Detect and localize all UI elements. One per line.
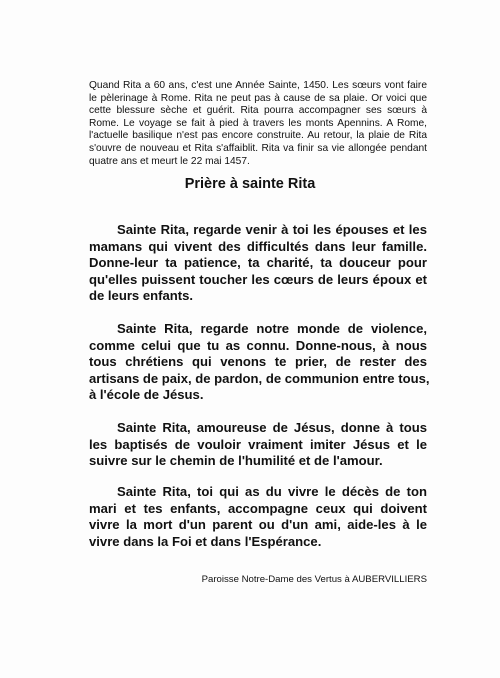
prayer-paragraph-3 [89,420,427,470]
prayer-paragraph-1 [89,222,427,305]
prayer-line: artisans de paix, de pardon, de communion entre tous, [89,370,430,386]
prayer-line: à l'école de Jésus. [89,387,204,403]
prayer-title: Prière à sainte Rita [184,176,316,192]
prayer-line: Donne-leur ta patience, ta charité, ta douceur pour [89,255,427,271]
prayer-line: suivre sur le chemin de l'humilité et de l'amour. [89,453,383,469]
prayer-line: de leurs enfants. [89,288,194,304]
prayer-line: tous chrétiens qui venons te prier, de rester des [89,354,427,370]
prayer-line: mari et tes enfants, accompagne ceux qui doivent [89,500,427,516]
intro-paragraph [89,80,427,168]
intro-line: Quand Rita a 60 ans, c'est une Année Sainte, 1450. Les sœurs vont faire [89,80,427,91]
intro-line: quatre ans et meurt le 22 mai 1457. [89,155,250,167]
prayer-line: Sainte Rita, regarde notre monde de violence, [117,321,427,336]
intro-line: Rome. Le voyage se fait à pied à travers les monts Apennins. A Rome, [89,117,427,129]
prayer-line: vivre la mort d'un parent ou d'un ami, aide-les à le [89,517,427,533]
intro-line: cette blessure sèche et guérit. Rita pourra accompagner ses sœurs à [89,105,427,117]
prayer-line: Sainte Rita, toi qui as du vivre le décès de ton [117,484,427,499]
prayer-paragraph-4 [89,484,427,550]
prayer-line: mamans qui vivent des difficultés dans leur famille. [89,238,427,254]
prayer-line: qu'elles puissent toucher les cœurs de leurs époux et [89,271,427,287]
prayer-line: Sainte Rita, amoureuse de Jésus, donne à tous [117,420,427,435]
prayer-line: Sainte Rita, regarde venir à toi les épouses et les [117,222,427,237]
parish-signature: Paroisse Notre-Dame des Vertus à AUBERVILLIERS [201,574,427,585]
prayer-line: les baptisés de vouloir vraiment imiter Jésus et le [89,436,427,452]
intro-line: s'ouvre de nouveau et Rita s'affaiblit. Rita va finir sa vie allongée pendant [89,142,427,154]
intro-line: le pèlerinage à Rome. Rita ne peut pas à cause de sa plaie. Or voici que [89,92,427,104]
intro-line: l'actuelle basilique n'est pas encore construite. Au retour, la plaie de Rita [89,130,427,142]
prayer-line: comme celui que tu as connu. Donne-nous, à nous [89,337,427,353]
prayer-line: vivre dans la Foi et dans l'Espérance. [89,533,322,549]
prayer-paragraph-2 [89,321,430,404]
